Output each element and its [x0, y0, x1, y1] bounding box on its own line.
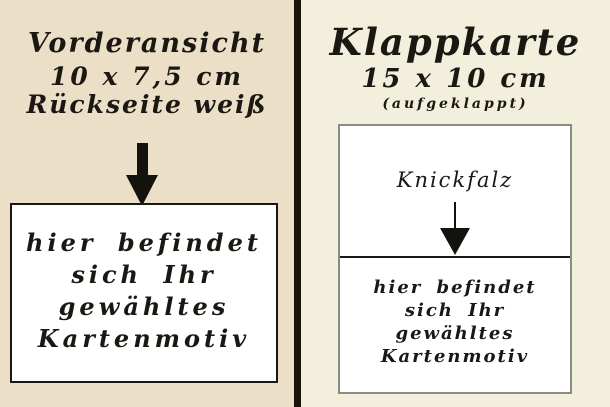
down-arrow-icon	[454, 202, 456, 230]
placeholder-line: hier befindet	[373, 277, 537, 298]
folding-card-placeholder-text	[340, 276, 570, 368]
folding-card-placeholder	[338, 124, 572, 394]
folding-card-dimensions: 15 x 10 cm	[361, 64, 550, 94]
down-arrow-icon	[137, 143, 148, 177]
placeholder-line: Kartenmotiv	[380, 346, 530, 367]
front-view-title: Vorderansicht	[27, 28, 267, 59]
placeholder-line: sich Ihr	[404, 300, 506, 321]
panel-divider	[294, 0, 301, 407]
folding-card-title: Klappkarte	[329, 20, 582, 64]
front-view-panel	[0, 0, 294, 407]
placeholder-line: gewähltes	[395, 323, 515, 344]
fold-line	[340, 256, 570, 258]
placeholder-line: Kartenmotiv	[37, 324, 251, 353]
front-view-back-note: Rückseite weiß	[26, 90, 268, 119]
front-card-placeholder	[10, 203, 278, 383]
down-arrow-icon	[126, 175, 158, 206]
down-arrow-icon	[440, 228, 470, 255]
placeholder-line: sich Ihr	[71, 260, 217, 289]
front-view-dimensions: 10 x 7,5 cm	[50, 62, 244, 91]
placeholder-line: hier befindet	[26, 228, 262, 257]
front-card-placeholder-text	[12, 227, 276, 355]
fold-label: Knickfalz	[396, 168, 514, 192]
placeholder-line: gewähltes	[58, 292, 230, 321]
folding-card-panel	[301, 0, 610, 407]
folding-card-state-note: (aufgeklappt)	[382, 96, 529, 112]
